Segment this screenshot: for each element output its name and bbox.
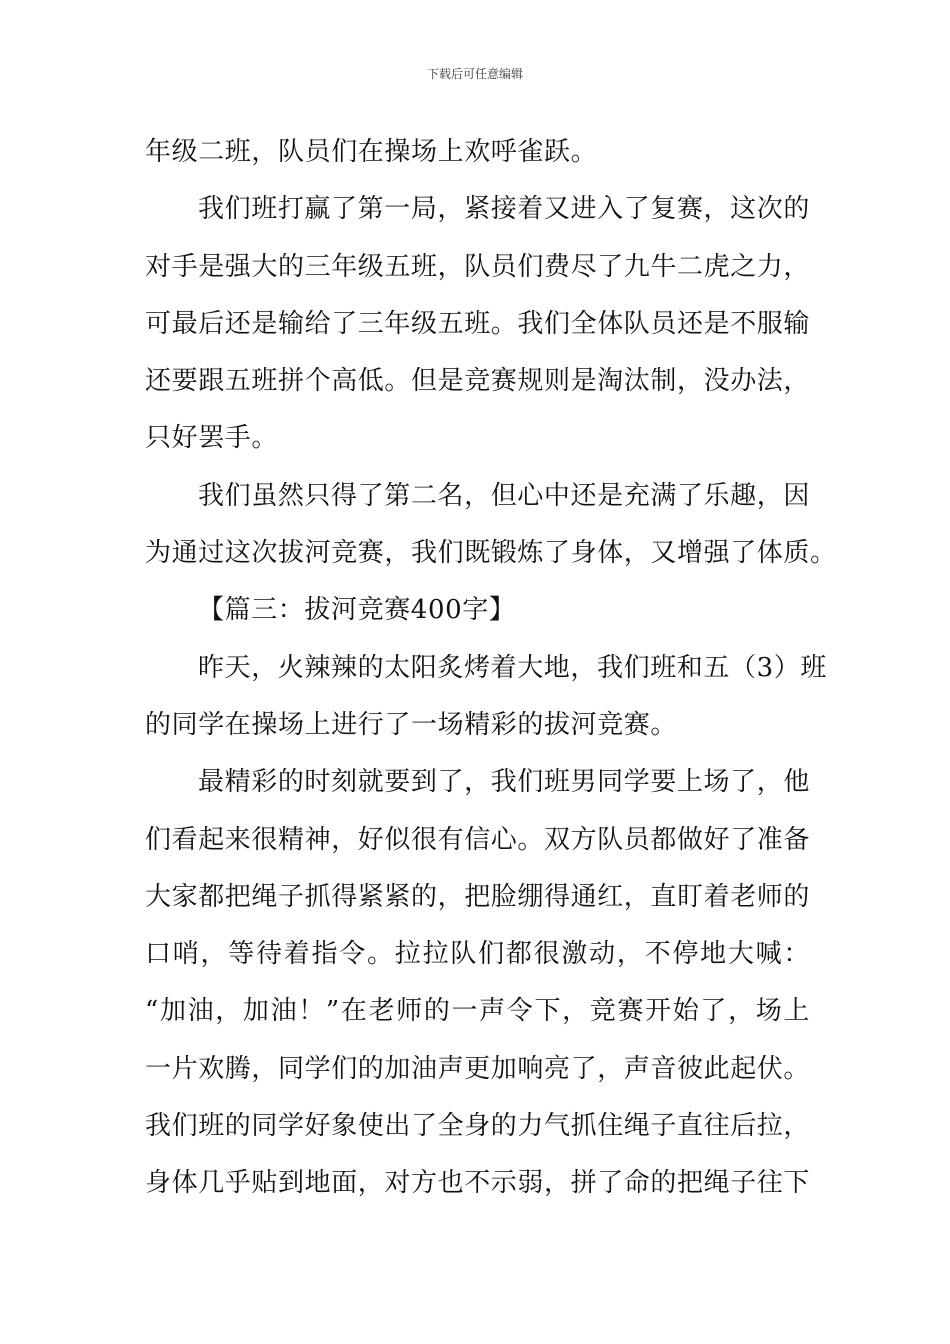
text-line: 只好罢手。: [145, 423, 279, 454]
text-line: 最精彩的时刻就要到了，我们班男同学要上场了，他: [198, 767, 810, 798]
text-line: 身体几乎贴到地面，对方也不示弱，拼了命的把绳子往下: [145, 1168, 811, 1199]
essay-body: [145, 124, 837, 1213]
text-line: 为通过这次拔河竞赛，我们既锻炼了身体，又增强了体质。: [145, 538, 837, 569]
text-line: 大家都把绳子抓得紧紧的，把脸绷得通红，直盯着老师的: [145, 881, 811, 912]
text-line: 口哨，等待着指令。拉拉队们都很激动，不停地大喊：: [145, 939, 810, 970]
text-line: 还要跟五班拼个高低。但是竞赛规则是淘汰制，没办法，: [145, 366, 811, 397]
text-line: 可最后还是输给了三年级五班。我们全体队员还是不服输: [145, 308, 811, 339]
text-line: “加油，加油！”在老师的一声令下，竞赛开始了，场上: [145, 996, 810, 1027]
text-line: 们看起来很精神，好似很有信心。双方队员都做好了准备: [145, 824, 811, 855]
text-line: 我们班的同学好象使出了全身的力气抓住绳子直往后拉，: [145, 1111, 811, 1142]
text-line: 我们虽然只得了第二名，但心中还是充满了乐趣，因: [198, 480, 810, 511]
text-line: 昨天，火辣辣的太阳炙烤着大地，我们班和五（3）班: [198, 652, 827, 683]
text-line: 对手是强大的三年级五班，队员们费尽了九牛二虎之力，: [145, 251, 811, 282]
text-line: 一片欢腾，同学们的加油声更加响亮了，声音彼此起伏。: [145, 1053, 811, 1084]
section-heading: 【篇三：拔河竞赛400字】: [198, 595, 516, 626]
text-line: 的同学在操场上进行了一场精彩的拔河竞赛。: [145, 709, 678, 740]
text-line: 年级二班，队员们在操场上欢呼雀跃。: [145, 137, 598, 167]
text-line: 我们班打赢了第一局，紧接着又进入了复赛，这次的: [198, 194, 810, 225]
page-header: 下载后可任意编辑: [426, 67, 523, 81]
